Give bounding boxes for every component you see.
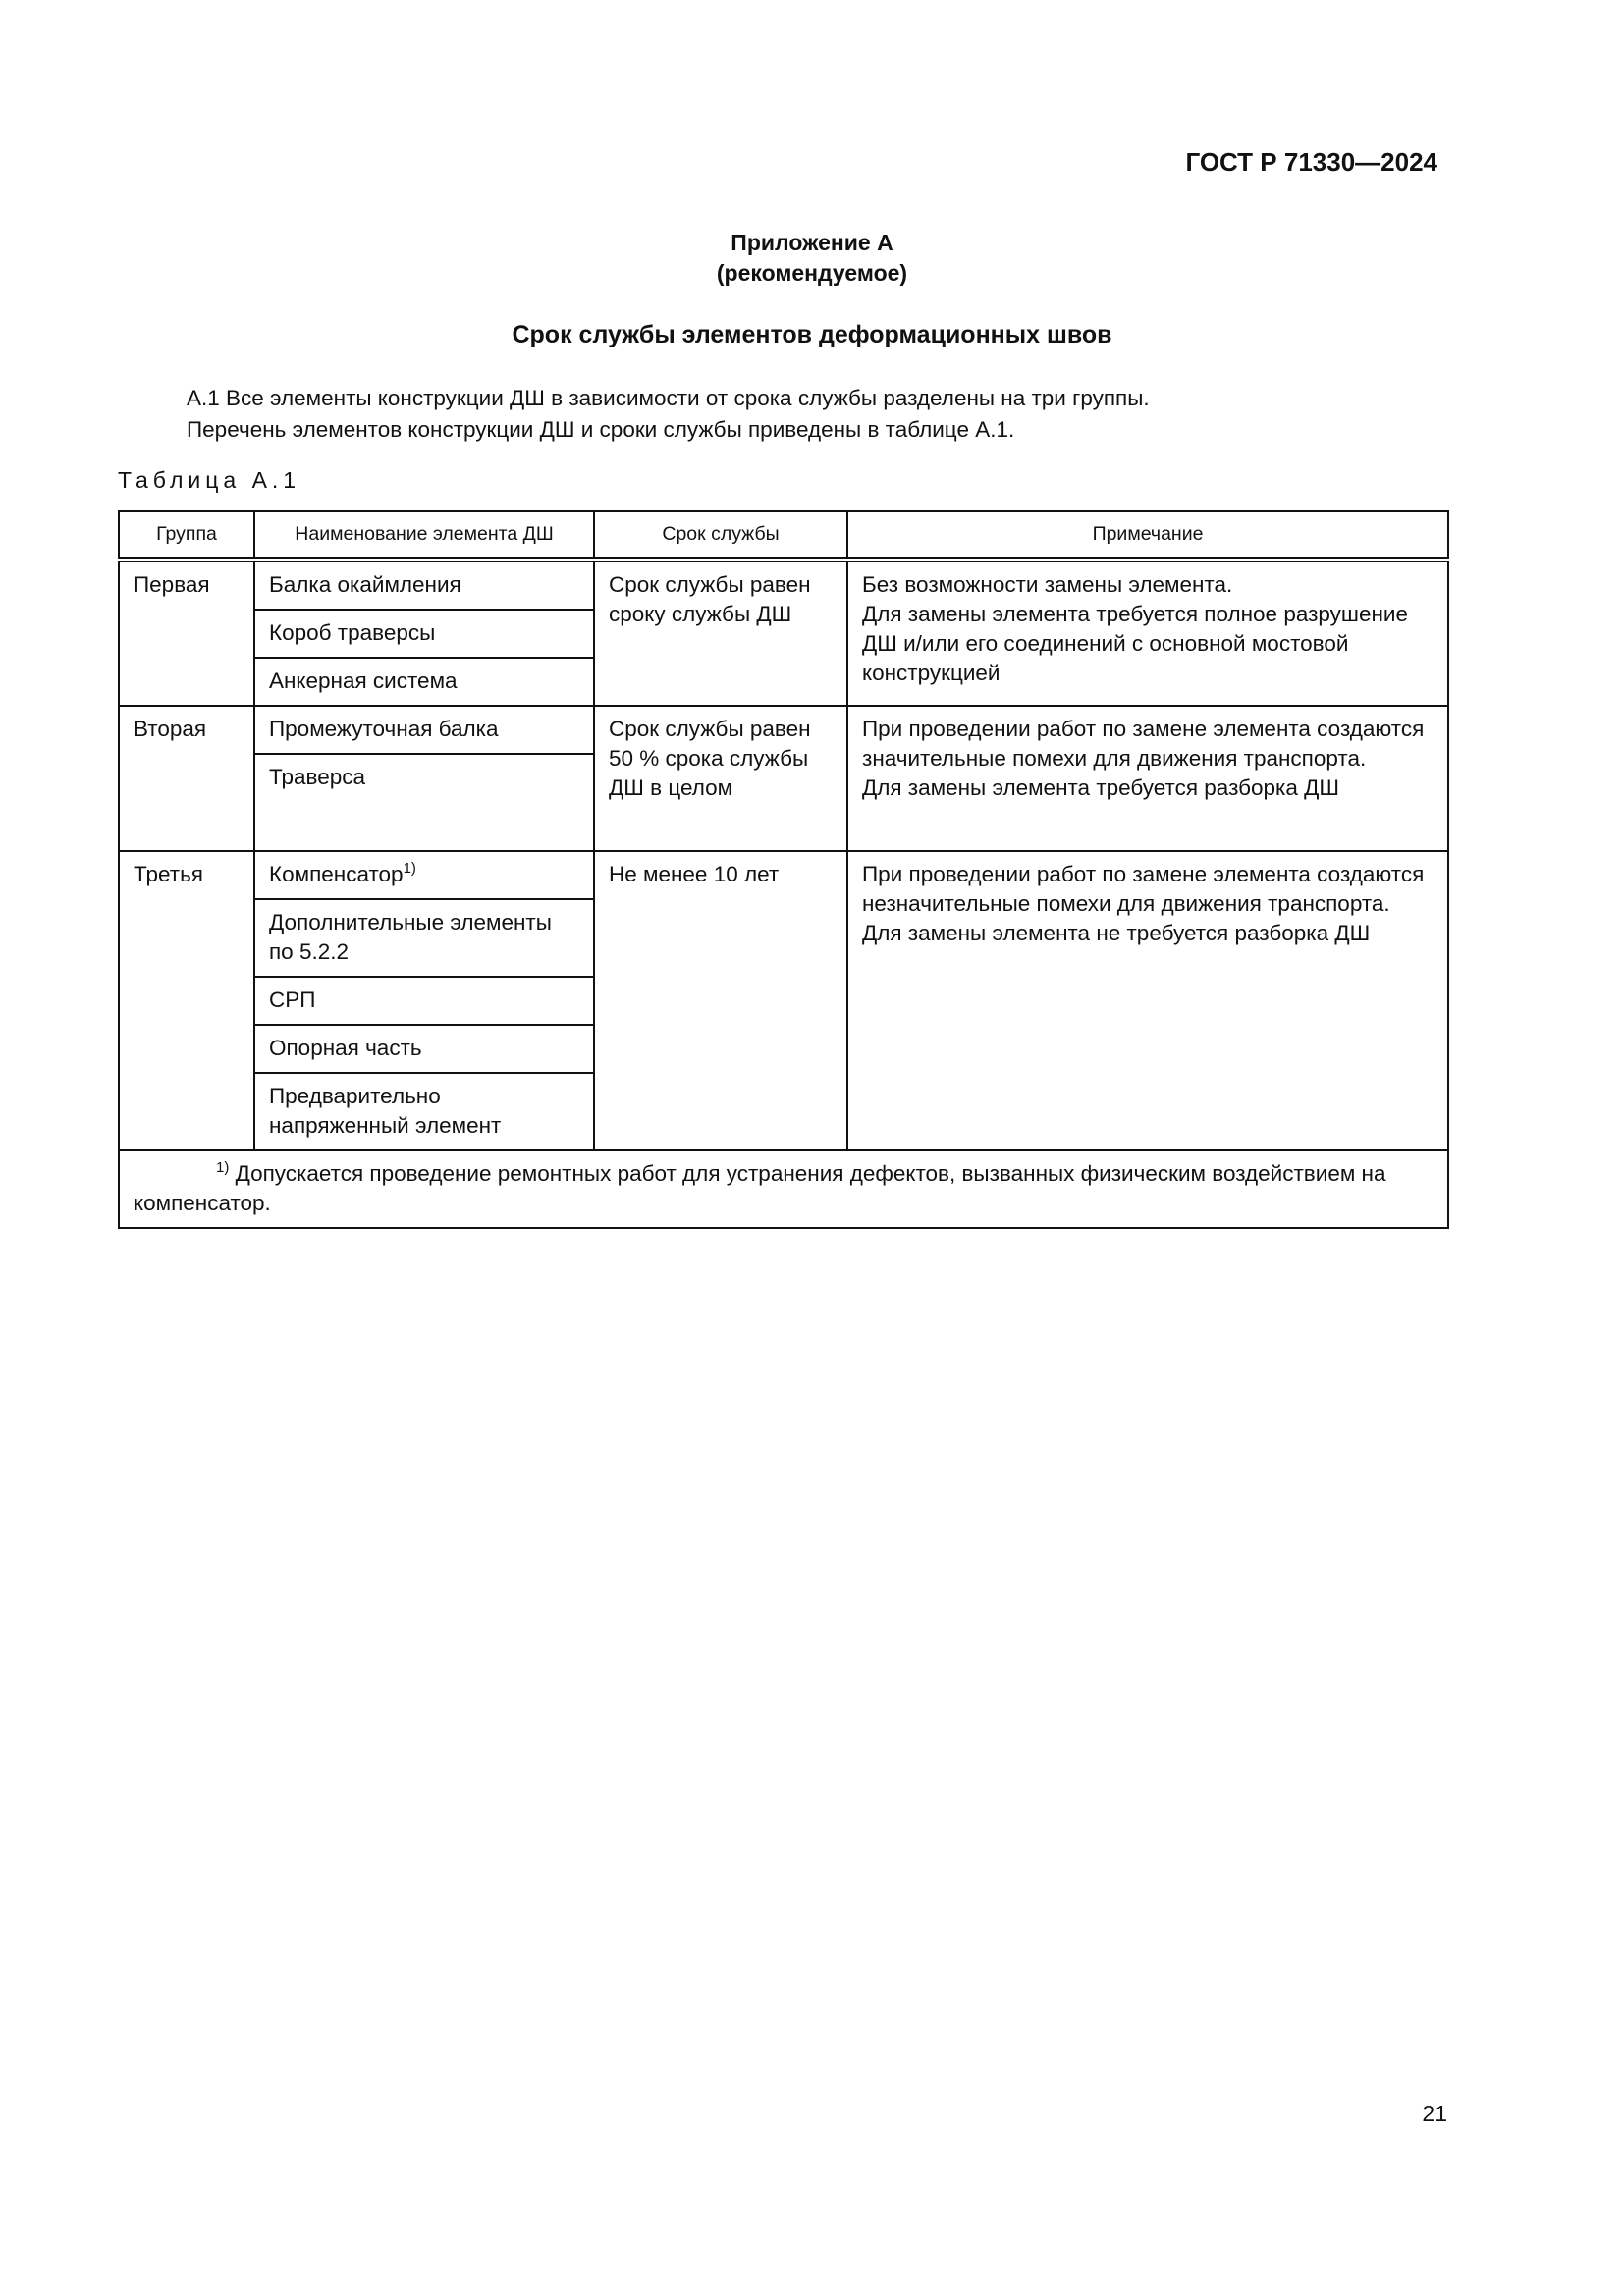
- header-note: Примечание: [847, 511, 1448, 560]
- element-cell: СРП: [254, 977, 594, 1025]
- footnote-text: Допускается проведение ремонтных работ для устранения дефектов, вызванных физическим воздействием на компенсатор.: [134, 1161, 1386, 1215]
- element-text: Компенсатор: [269, 862, 404, 886]
- note-line: Без возможности замены элемента.: [862, 572, 1233, 597]
- table-caption: Таблица А.1: [118, 467, 301, 493]
- footnote-marker: 1): [216, 1159, 230, 1176]
- table-row: [119, 706, 1448, 754]
- element-cell: Промежуточная балка: [254, 706, 594, 754]
- element-cell: Траверса: [254, 754, 594, 851]
- note-cell: [847, 706, 1448, 851]
- appendix-heading: [0, 228, 1624, 289]
- group-cell: Третья: [119, 851, 254, 1150]
- service-life-cell: Срок службы равен сроку службы ДШ: [594, 560, 847, 706]
- table-row: [119, 560, 1448, 610]
- note-line: При проведении работ по замене элемента создаются незначительные помехи для движения транспорта.: [862, 862, 1425, 916]
- table-row: [119, 851, 1448, 899]
- note-line: При проведении работ по замене элемента создаются значительные помехи для движения транспорта.: [862, 717, 1425, 771]
- note-line: Для замены элемента требуется разборка ДШ: [862, 775, 1340, 800]
- table-header-row: [119, 511, 1448, 560]
- intro-line-1: А.1 Все элементы конструкции ДШ в зависимости от срока службы разделены на три группы.: [187, 386, 1150, 410]
- element-cell: Анкерная система: [254, 658, 594, 706]
- header-service-life: Срок службы: [594, 511, 847, 560]
- page-number: 21: [1422, 2101, 1447, 2126]
- element-cell: Дополнительные элементы по 5.2.2: [254, 899, 594, 977]
- appendix-status: (рекомендуемое): [716, 260, 908, 286]
- note-cell: [847, 851, 1448, 1150]
- footnote-marker: 1): [403, 860, 416, 877]
- intro-paragraph: [187, 383, 1437, 446]
- element-cell: Короб траверсы: [254, 610, 594, 658]
- annex-title: Срок службы элементов деформационных швов: [512, 321, 1112, 348]
- element-cell: [254, 851, 594, 899]
- note-line: Для замены элемента не требуется разборка ДШ: [862, 921, 1371, 945]
- element-cell: Опорная часть: [254, 1025, 594, 1073]
- service-life-cell: Не менее 10 лет: [594, 851, 847, 1150]
- footnote-cell: [119, 1150, 1448, 1228]
- element-cell: Предварительно напряженный элемент: [254, 1073, 594, 1150]
- standard-code: ГОСТ Р 71330—2024: [1185, 147, 1437, 177]
- service-life-table: [118, 510, 1449, 1229]
- note-cell: [847, 560, 1448, 706]
- note-line: Для замены элемента требуется полное разрушение ДШ и/или его соединений с основной мостовой конструкцией: [862, 602, 1408, 685]
- footnote-row: [119, 1150, 1448, 1228]
- group-cell: Вторая: [119, 706, 254, 851]
- element-cell: Балка окаймления: [254, 560, 594, 610]
- service-life-cell: Срок службы равен 50 % срока службы ДШ в целом: [594, 706, 847, 851]
- header-element-name: Наименование элемента ДШ: [254, 511, 594, 560]
- group-cell: Первая: [119, 560, 254, 706]
- appendix-label: Приложение А: [731, 230, 893, 255]
- intro-line-2: Перечень элементов конструкции ДШ и сроки службы приведены в таблице А.1.: [187, 417, 1015, 442]
- header-group: Группа: [119, 511, 254, 560]
